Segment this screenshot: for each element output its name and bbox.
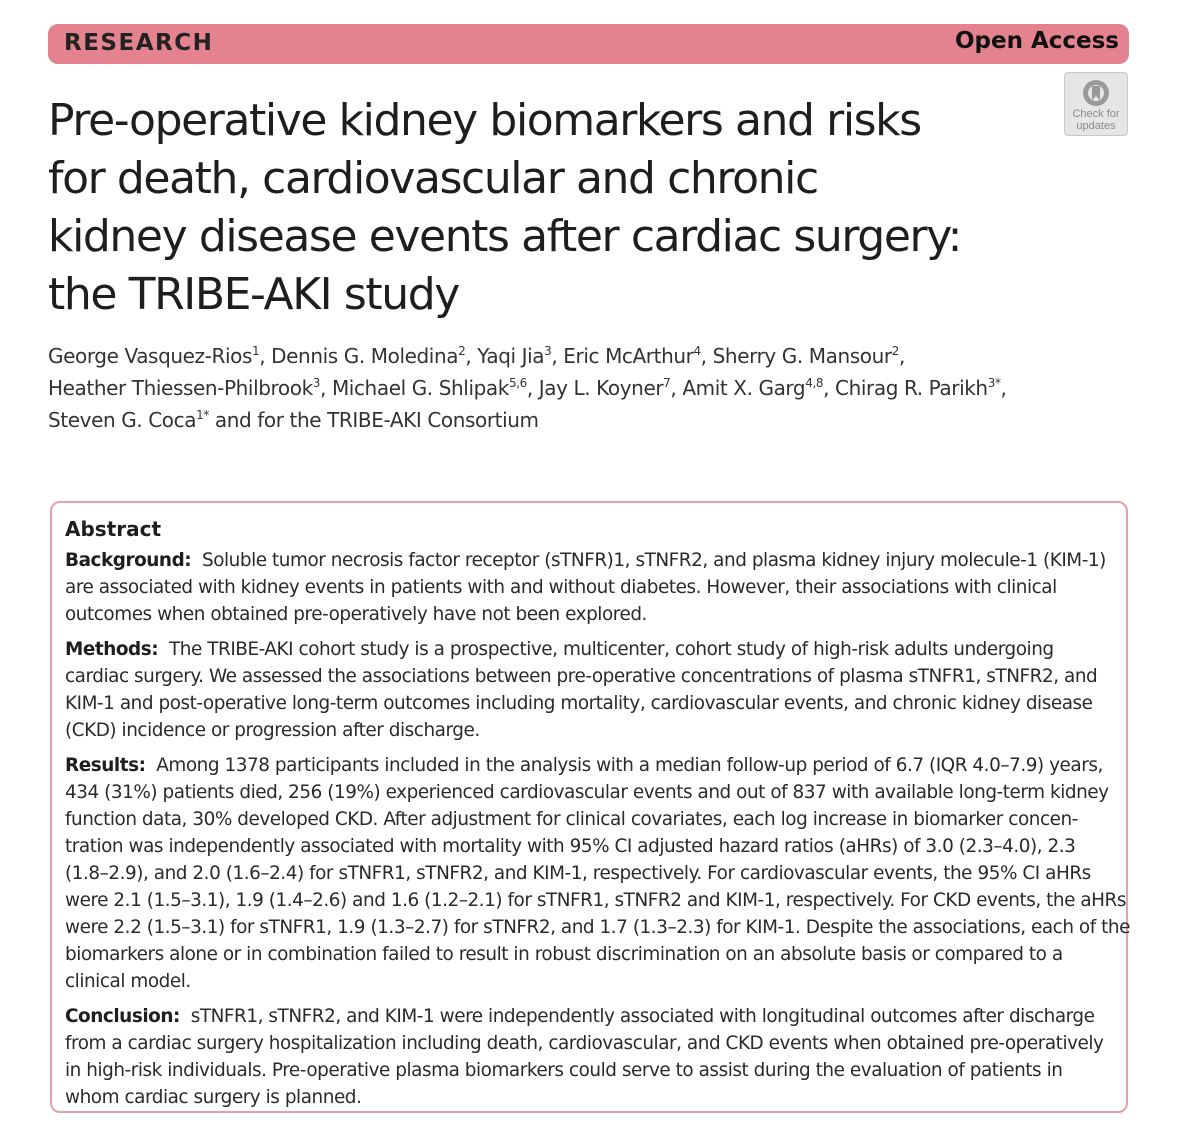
section-label-background: Background: — [65, 550, 192, 571]
title-line: for death, cardiovascular and chronic — [48, 153, 818, 204]
author-name[interactable]: George Vasquez-Rios — [48, 344, 252, 368]
abstract-line — [65, 1003, 1125, 1030]
abstract-line: were 2.1 (1.5–3.1), 1.9 (1.4–2.6) and 1.6 (1.2–2.1) for sTNFR1, sTNFR2 and KIM-1, respectively. For CKD events, the aHRs — [65, 890, 1127, 911]
abstract-line — [65, 636, 1125, 663]
abstract-line: 434 (31%) patients died, 256 (19%) experienced cardiovascular events and out of 837 with available long-term kidney — [65, 782, 1109, 803]
abstract-text: Among 1378 participants included in the analysis with a median follow-up period of 6.7 (IQR 4.0–7.9) years, — [156, 755, 1103, 776]
author-separator: , — [700, 344, 713, 368]
author-name[interactable]: Dennis G. Moledina — [271, 344, 459, 368]
author-separator: , — [551, 344, 564, 368]
section-label-results: Results: — [65, 755, 146, 776]
affiliation-sup: 2 — [458, 344, 466, 358]
author-line — [48, 372, 1148, 404]
section-label-methods: Methods: — [65, 639, 159, 660]
abstract-line: are associated with kidney events in patients with and without diabetes. However, their associations with clinical — [65, 577, 1057, 598]
affiliation-sup: 4 — [693, 344, 701, 358]
abstract-line: KIM-1 and post-operative long-term outcomes including mortality, cardiovascular events, and chronic kidney disease — [65, 693, 1093, 714]
affiliation-sup: 2 — [891, 344, 899, 358]
affiliation-sup: 1 — [251, 344, 260, 358]
author-name[interactable]: Jay L. Koyner — [538, 376, 664, 400]
author-separator: , — [259, 344, 272, 368]
abstract-content — [65, 515, 1130, 1119]
abstract-line: (1.8–2.9), and 2.0 (1.6–2.4) for sTNFR1, sTNFR2, and KIM-1, respectively. For cardiovascular events, the 95% CI aHRs — [65, 863, 1091, 884]
section-label-conclusion: Conclusion: — [65, 1006, 180, 1027]
author-name[interactable]: Michael G. Shlipak — [331, 376, 509, 400]
abstract-methods — [65, 636, 1125, 744]
abstract-text: Soluble tumor necrosis factor receptor (sTNFR)1, sTNFR2, and plasma kidney injury molecule-1 (KIM-1) — [201, 550, 1106, 571]
author-separator: , — [526, 376, 539, 400]
author-name[interactable]: Yaqi Jia — [477, 344, 545, 368]
abstract-results — [65, 752, 1130, 995]
title-line: kidney disease events after cardiac surgery: — [48, 211, 962, 262]
abstract-line: tration was independently associated with mortality with 95% CI adjusted hazard ratios (aHRs) of 3.0 (2.3–4.0), 2.3 — [65, 836, 1076, 857]
abstract-line: function data, 30% developed CKD. After adjustment for clinical covariates, each log increase in biomarker concen- — [65, 809, 1078, 830]
author-separator: , — [320, 376, 332, 400]
title-line: Pre-operative kidney biomarkers and risks — [48, 95, 921, 146]
check-for-updates-button[interactable] — [1064, 72, 1128, 136]
author-separator: , — [899, 344, 905, 368]
title-line: the TRIBE-AKI study — [48, 269, 459, 320]
abstract-conclusion — [65, 1003, 1125, 1111]
author-separator: , — [670, 376, 683, 400]
abstract-heading: Abstract — [65, 517, 162, 541]
abstract-line: clinical model. — [65, 971, 191, 992]
affiliation-sup: 7 — [663, 376, 671, 390]
abstract-line — [65, 752, 1125, 779]
article-title — [48, 92, 1048, 324]
crossmark-icon — [1081, 78, 1111, 108]
abstract-line: were 2.2 (1.5–3.1) for sTNFR1, 1.9 (1.3–2.7) for sTNFR2, and 1.7 (1.3–2.3) for KIM-1. Despite the associations, each of the — [65, 917, 1130, 938]
affiliation-sup: 5,6 — [508, 376, 527, 390]
abstract-line — [65, 547, 1125, 574]
affiliation-sup: 3 — [544, 344, 552, 358]
abstract-line: biomarkers alone or in combination failed to result in robust discrimination on an absolute basis or compared to a — [65, 944, 1063, 965]
affiliation-sup: 3* — [987, 376, 1001, 390]
author-name[interactable]: Steven G. Coca — [48, 408, 197, 432]
abstract-background — [65, 547, 1125, 628]
author-separator: , — [1000, 376, 1007, 400]
abstract-line: outcomes when obtained pre-operatively have not been explored. — [65, 604, 647, 625]
abstract-line: cardiac surgery. We assessed the associations between pre-operative concentrations of plasma sTNFR1, sTNFR2, and — [65, 666, 1098, 687]
abstract-text: The TRIBE-AKI cohort study is a prospective, multicenter, cohort study of high-risk adults undergoing — [168, 639, 1054, 660]
author-name[interactable]: Chirag R. Parikh — [835, 376, 988, 400]
open-access-label: Open Access — [954, 28, 1119, 54]
abstract-line: (CKD) incidence or progression after discharge. — [65, 720, 480, 741]
badge-line-2: updates — [1076, 120, 1116, 132]
section-banner — [48, 24, 1129, 64]
consortium-text: and for the TRIBE-AKI Consortium — [208, 408, 539, 432]
check-for-updates-text — [1065, 108, 1127, 132]
abstract-box — [50, 501, 1128, 1113]
affiliation-sup: 4,8 — [805, 376, 824, 390]
author-list — [48, 340, 1148, 436]
section-label: RESEARCH — [64, 30, 214, 56]
author-name[interactable]: Heather Thiessen-Philbrook — [48, 376, 313, 400]
author-name[interactable]: Eric McArthur — [563, 344, 694, 368]
abstract-line: in high-risk individuals. Pre-operative plasma biomarkers could serve to assist during the evaluation of patients in — [65, 1060, 1063, 1081]
abstract-line: whom cardiac surgery is planned. — [65, 1087, 362, 1108]
author-name[interactable]: Sherry G. Mansour — [712, 344, 892, 368]
author-separator: , — [823, 376, 836, 400]
affiliation-sup: 3 — [312, 376, 321, 390]
author-line — [48, 340, 1148, 372]
badge-line-1: Check for — [1072, 108, 1120, 120]
abstract-line: from a cardiac surgery hospitalization including death, cardiovascular, and CKD events when obtained pre-operatively — [65, 1033, 1104, 1054]
abstract-text: sTNFR1, sTNFR2, and KIM-1 were independently associated with longitudinal outcomes after discharge — [190, 1006, 1095, 1027]
author-name[interactable]: Amit X. Garg — [682, 376, 806, 400]
author-line — [48, 404, 1148, 436]
affiliation-sup: 1* — [196, 408, 209, 422]
author-separator: , — [465, 344, 478, 368]
